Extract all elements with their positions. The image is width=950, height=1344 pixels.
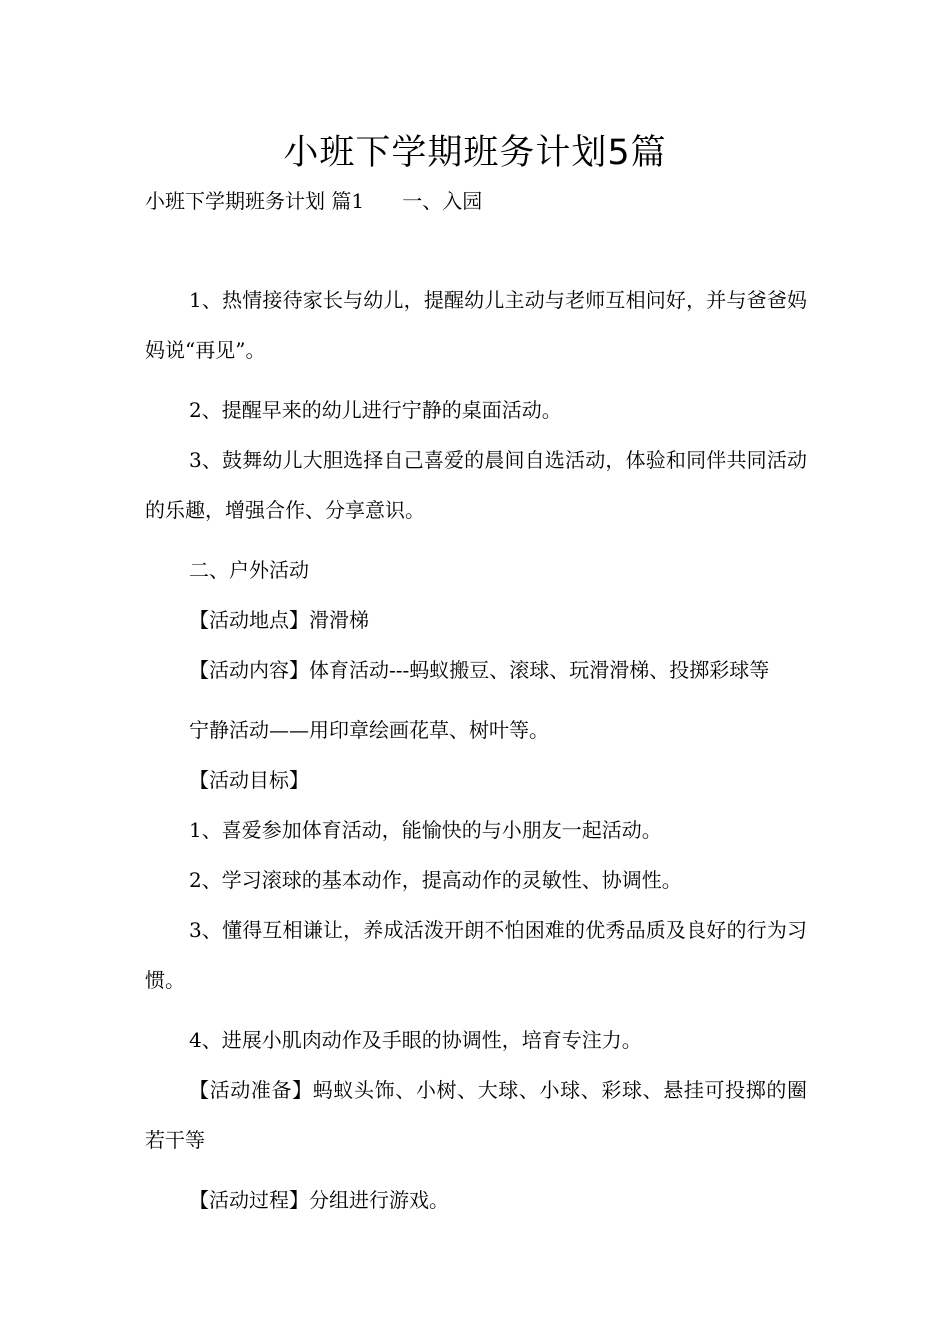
document-title: 小班下学期班务计划5篇 (283, 133, 667, 173)
paragraph: 2、提醒早来的幼儿进行宁静的桌面活动。 (189, 398, 562, 422)
paragraph: 3、鼓舞幼儿大胆选择自己喜爱的晨间自选活动，体验和同伴共同活动的乐趣，增强合作、分享意识。 (145, 448, 807, 522)
paragraph: 【活动目标】 (189, 768, 309, 792)
paragraph: 4、进展小肌肉动作及手眼的协调性，培育专注力。 (189, 1028, 642, 1052)
paragraph: 【活动地点】滑滑梯 (189, 608, 369, 632)
paragraph: 1、热情接待家长与幼儿，提醒幼儿主动与老师互相问好，并与爸爸妈妈说“再见”。 (145, 288, 807, 362)
paragraph: 1、喜爱参加体育活动，能愉快的与小朋友一起活动。 (189, 818, 662, 842)
paragraph: 2、学习滚球的基本动作，提高动作的灵敏性、协调性。 (189, 868, 682, 892)
document-subheading: 小班下学期班务计划 篇1 一、入园 (145, 189, 483, 213)
paragraph: 3、懂得互相谦让，养成活泼开朗不怕困难的优秀品质及良好的行为习惯。 (145, 918, 807, 992)
paragraph: 宁静活动——用印章绘画花草、树叶等。 (189, 718, 549, 742)
document-body (145, 285, 807, 1235)
paragraph: 【活动过程】分组进行游戏。 (189, 1188, 449, 1212)
paragraph: 【活动准备】蚂蚁头饰、小树、大球、小球、彩球、悬挂可投掷的圈若干等 (145, 1078, 807, 1152)
paragraph: 【活动内容】体育活动---蚂蚁搬豆、滚球、玩滑滑梯、投掷彩球等 (189, 658, 770, 682)
section-heading: 二、户外活动 (189, 558, 309, 582)
